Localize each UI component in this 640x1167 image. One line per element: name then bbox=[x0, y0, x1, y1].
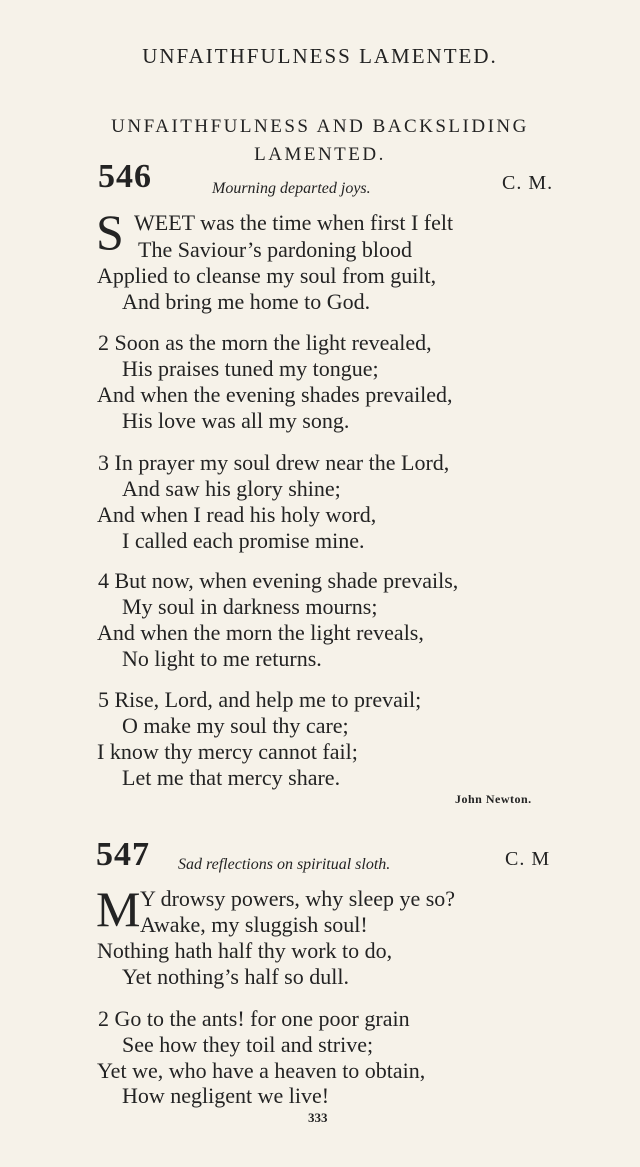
hymn-546-line: And bring me home to God. bbox=[122, 289, 371, 314]
hymn-546-number: 546 bbox=[98, 158, 152, 195]
hymn-546-line: 3 In prayer my soul drew near the Lord, bbox=[98, 450, 450, 475]
hymn-546-line: Let me that mercy share. bbox=[122, 765, 341, 790]
hymn-546-line: No light to me returns. bbox=[122, 646, 322, 671]
hymn-546-line: And when I read his holy word, bbox=[97, 502, 377, 527]
hymn-546-line: And when the morn the light reveals, bbox=[97, 620, 424, 645]
hymn-547-dropcap: M bbox=[96, 881, 141, 937]
hymn-546-line: And when the evening shades prevailed, bbox=[97, 382, 453, 407]
page-number: 333 bbox=[308, 1110, 328, 1125]
hymn-547-line: Yet we, who have a heaven to obtain, bbox=[97, 1058, 426, 1083]
hymn-546-line: And saw his glory shine; bbox=[122, 476, 341, 501]
hymn-546-line: I called each promise mine. bbox=[122, 528, 365, 553]
hymn-546-line: 4 But now, when evening shade prevails, bbox=[98, 568, 459, 593]
hymn-546-subtitle: Mourning departed joys. bbox=[212, 180, 371, 197]
hymn-546-meter: C. M. bbox=[502, 172, 554, 194]
running-head: UNFAITHFULNESS LAMENTED. bbox=[142, 44, 498, 68]
hymn-547-line: See how they toil and strive; bbox=[122, 1032, 374, 1057]
hymn-546-line: My soul in darkness mourns; bbox=[122, 594, 378, 619]
hymn-546-line: The Saviour’s pardoning blood bbox=[138, 237, 412, 262]
hymn-546-title-line1: UNFAITHFULNESS AND BACKSLIDING bbox=[111, 116, 529, 137]
hymn-546-line: Applied to cleanse my soul from guilt, bbox=[97, 263, 437, 288]
hymn-546-author: John Newton. bbox=[455, 792, 532, 806]
hymn-546-line: 5 Rise, Lord, and help me to prevail; bbox=[98, 687, 422, 712]
hymn-546-line: I know thy mercy cannot fail; bbox=[97, 739, 358, 764]
hymn-546-line: 2 Soon as the morn the light revealed, bbox=[98, 330, 432, 355]
hymn-547-subtitle: Sad reflections on spiritual sloth. bbox=[178, 856, 391, 873]
hymn-546-first-line: WEET was the time when first I felt bbox=[134, 210, 454, 235]
hymn-546-dropcap: S bbox=[96, 204, 124, 260]
hymn-547-line: How negligent we live! bbox=[122, 1083, 330, 1108]
hymn-546-title-line2: LAMENTED. bbox=[254, 144, 386, 165]
hymn-547-line: Awake, my sluggish soul! bbox=[140, 912, 368, 937]
hymn-546-line: His praises tuned my tongue; bbox=[122, 356, 379, 381]
hymn-547-number: 547 bbox=[96, 836, 150, 873]
hymn-547-line: Yet nothing’s half so dull. bbox=[122, 964, 349, 989]
hymn-546-line: His love was all my song. bbox=[122, 408, 350, 433]
hymn-546-line: O make my soul thy care; bbox=[122, 713, 349, 738]
hymn-547-line: 2 Go to the ants! for one poor grain bbox=[98, 1006, 410, 1031]
hymn-547-first-line: Y drowsy powers, why sleep ye so? bbox=[140, 886, 456, 911]
hymn-547-line: Nothing hath half thy work to do, bbox=[97, 938, 393, 963]
hymn-547-meter: C. M bbox=[505, 848, 551, 870]
